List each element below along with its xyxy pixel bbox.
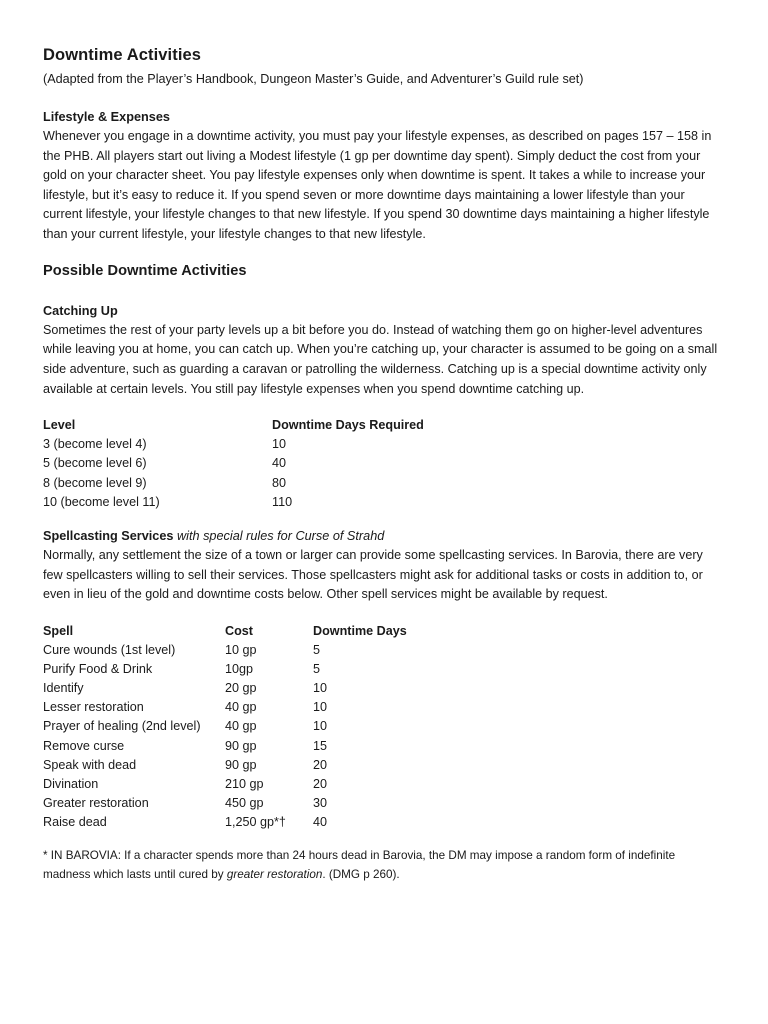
table-row bbox=[43, 435, 472, 454]
spacer bbox=[43, 88, 723, 108]
table-row bbox=[43, 474, 472, 493]
table-row bbox=[43, 660, 473, 679]
cell-cost: 20 gp bbox=[225, 681, 257, 696]
spacer bbox=[43, 244, 723, 261]
cell-level: 3 (become level 4) bbox=[43, 437, 147, 452]
spacer bbox=[43, 832, 723, 847]
cell-cost: 40 gp bbox=[225, 719, 257, 734]
spacer bbox=[43, 512, 723, 527]
cell-downtime-days: 80 bbox=[272, 475, 287, 490]
cell-downtime-days: 10 bbox=[313, 700, 328, 715]
spacer bbox=[43, 605, 723, 622]
table-header-row bbox=[43, 622, 473, 641]
cell-downtime-days: 40 bbox=[272, 456, 287, 471]
table-header-row bbox=[43, 416, 472, 435]
cell-level: 5 (become level 6) bbox=[43, 456, 147, 471]
column-header-downtime-days: Downtime Days bbox=[313, 623, 407, 638]
paragraph-catching-up: Sometimes the rest of your party levels up a bit before you do. Instead of watching them go on higher-level adventures while leaving you at home, you can catch up. When you’re catching up, your character is assumed to be going on a small side adventure, such as guarding a caravan or patrolling the wilderness. Catching up is a special downtime activity only available at certain levels. You still pay lifestyle expenses when you spend downtime catching up. bbox=[43, 322, 718, 396]
cell-spell: Raise dead bbox=[43, 815, 107, 830]
cell-downtime-days: 10 bbox=[313, 719, 328, 734]
column-header-level: Level bbox=[43, 418, 76, 433]
paragraph-spellcasting-services: Normally, any settlement the size of a town or larger can provide some spellcasting services. In Barovia, there are very few spellcasters willing to sell their services. Those spellcasters might ask for additional tasks or costs in addition to, or even in lieu of the gold and downtime costs below. Other spell services might be available by request. bbox=[43, 547, 703, 602]
cell-downtime-days: 40 bbox=[313, 815, 328, 830]
heading-lifestyle-expenses: Lifestyle & Expenses bbox=[43, 109, 170, 124]
cell-downtime-days: 15 bbox=[313, 738, 328, 753]
table-row bbox=[43, 454, 472, 473]
cell-spell: Speak with dead bbox=[43, 757, 137, 772]
footnote-italic-spell: greater restoration bbox=[226, 868, 323, 882]
page-title: Downtime Activities bbox=[43, 46, 202, 64]
footnote-barovia bbox=[43, 847, 723, 885]
cell-downtime-days: 20 bbox=[313, 776, 328, 791]
table-row bbox=[43, 794, 473, 813]
document-content bbox=[43, 45, 723, 885]
table-row bbox=[43, 813, 473, 832]
cell-downtime-days: 10 bbox=[272, 437, 287, 452]
document-subtitle: (Adapted from the Player’s Handbook, Dungeon Master’s Guide, and Adventurer’s Guild rule set) bbox=[43, 71, 584, 86]
cell-downtime-days: 10 bbox=[313, 681, 328, 696]
cell-level: 10 (become level 11) bbox=[43, 494, 160, 509]
spellcasting-services-table bbox=[43, 622, 473, 833]
footnote-text-part1: * IN BAROVIA: If a character spends more than 24 hours dead in Barovia, the DM may impose a random form of indefinite madness which lasts until cured by bbox=[43, 849, 676, 882]
table-row bbox=[43, 717, 473, 736]
column-header-downtime-days-required: Downtime Days Required bbox=[272, 418, 424, 433]
cell-cost: 40 gp bbox=[225, 700, 257, 715]
cell-downtime-days: 5 bbox=[313, 661, 321, 676]
cell-spell: Identify bbox=[43, 681, 84, 696]
cell-cost: 450 gp bbox=[225, 795, 264, 810]
heading-possible-downtime-activities: Possible Downtime Activities bbox=[43, 263, 247, 280]
catching-up-level-table bbox=[43, 416, 472, 512]
cell-spell: Greater restoration bbox=[43, 795, 149, 810]
footnote-text-part2: . (DMG p 260). bbox=[322, 868, 400, 882]
cell-cost: 90 gp bbox=[225, 757, 257, 772]
paragraph-lifestyle-expenses: Whenever you engage in a downtime activity, you must pay your lifestyle expenses, as described on pages 157 – 158 in the PHB. All players start out living a Modest lifestyle (1 gp per downtime day spent). Simply deduct the cost from your gold on your character sheet. You pay lifestyle expenses only when downtime is spent. It takes a while to increase your lifestyle, but it’s easy to reduce it. If you spend seven or more downtime days maintaining a lower lifestyle than your current lifestyle, your lifestyle changes to that new lifestyle. If you spend 30 downtime days maintaining a higher lifestyle than your current lifestyle, your lifestyle changes to that new lifestyle. bbox=[43, 128, 712, 241]
cell-downtime-days: 5 bbox=[313, 642, 321, 657]
cell-spell: Remove curse bbox=[43, 738, 125, 753]
table-row bbox=[43, 679, 473, 698]
spacer bbox=[43, 282, 723, 302]
column-header-cost: Cost bbox=[225, 623, 253, 638]
column-header-spell: Spell bbox=[43, 623, 74, 638]
cell-cost: 90 gp bbox=[225, 738, 257, 753]
table-row bbox=[43, 493, 472, 512]
table-row bbox=[43, 756, 473, 775]
spacer bbox=[43, 399, 723, 416]
cell-downtime-days: 30 bbox=[313, 795, 328, 810]
table-row bbox=[43, 641, 473, 660]
table-row bbox=[43, 698, 473, 717]
table-row bbox=[43, 737, 473, 756]
cell-cost: 10 gp bbox=[225, 642, 257, 657]
cell-downtime-days: 110 bbox=[272, 494, 293, 509]
cell-cost: 210 gp bbox=[225, 776, 264, 791]
cell-spell: Lesser restoration bbox=[43, 700, 144, 715]
heading-spellcasting-services bbox=[43, 527, 723, 546]
cell-cost: 10gp bbox=[225, 661, 254, 676]
heading-catching-up: Catching Up bbox=[43, 303, 118, 318]
heading-spellcasting-italic-suffix: with special rules for Curse of Strahd bbox=[177, 528, 385, 543]
cell-spell: Divination bbox=[43, 776, 99, 791]
cell-cost: 1,250 gp*† bbox=[225, 815, 286, 830]
cell-spell: Cure wounds (1st level) bbox=[43, 642, 176, 657]
cell-spell: Purify Food & Drink bbox=[43, 661, 153, 676]
table-row bbox=[43, 775, 473, 794]
cell-spell: Prayer of healing (2nd level) bbox=[43, 719, 201, 734]
heading-spellcasting-label: Spellcasting Services bbox=[43, 528, 174, 543]
cell-level: 8 (become level 9) bbox=[43, 475, 147, 490]
cell-downtime-days: 20 bbox=[313, 757, 328, 772]
